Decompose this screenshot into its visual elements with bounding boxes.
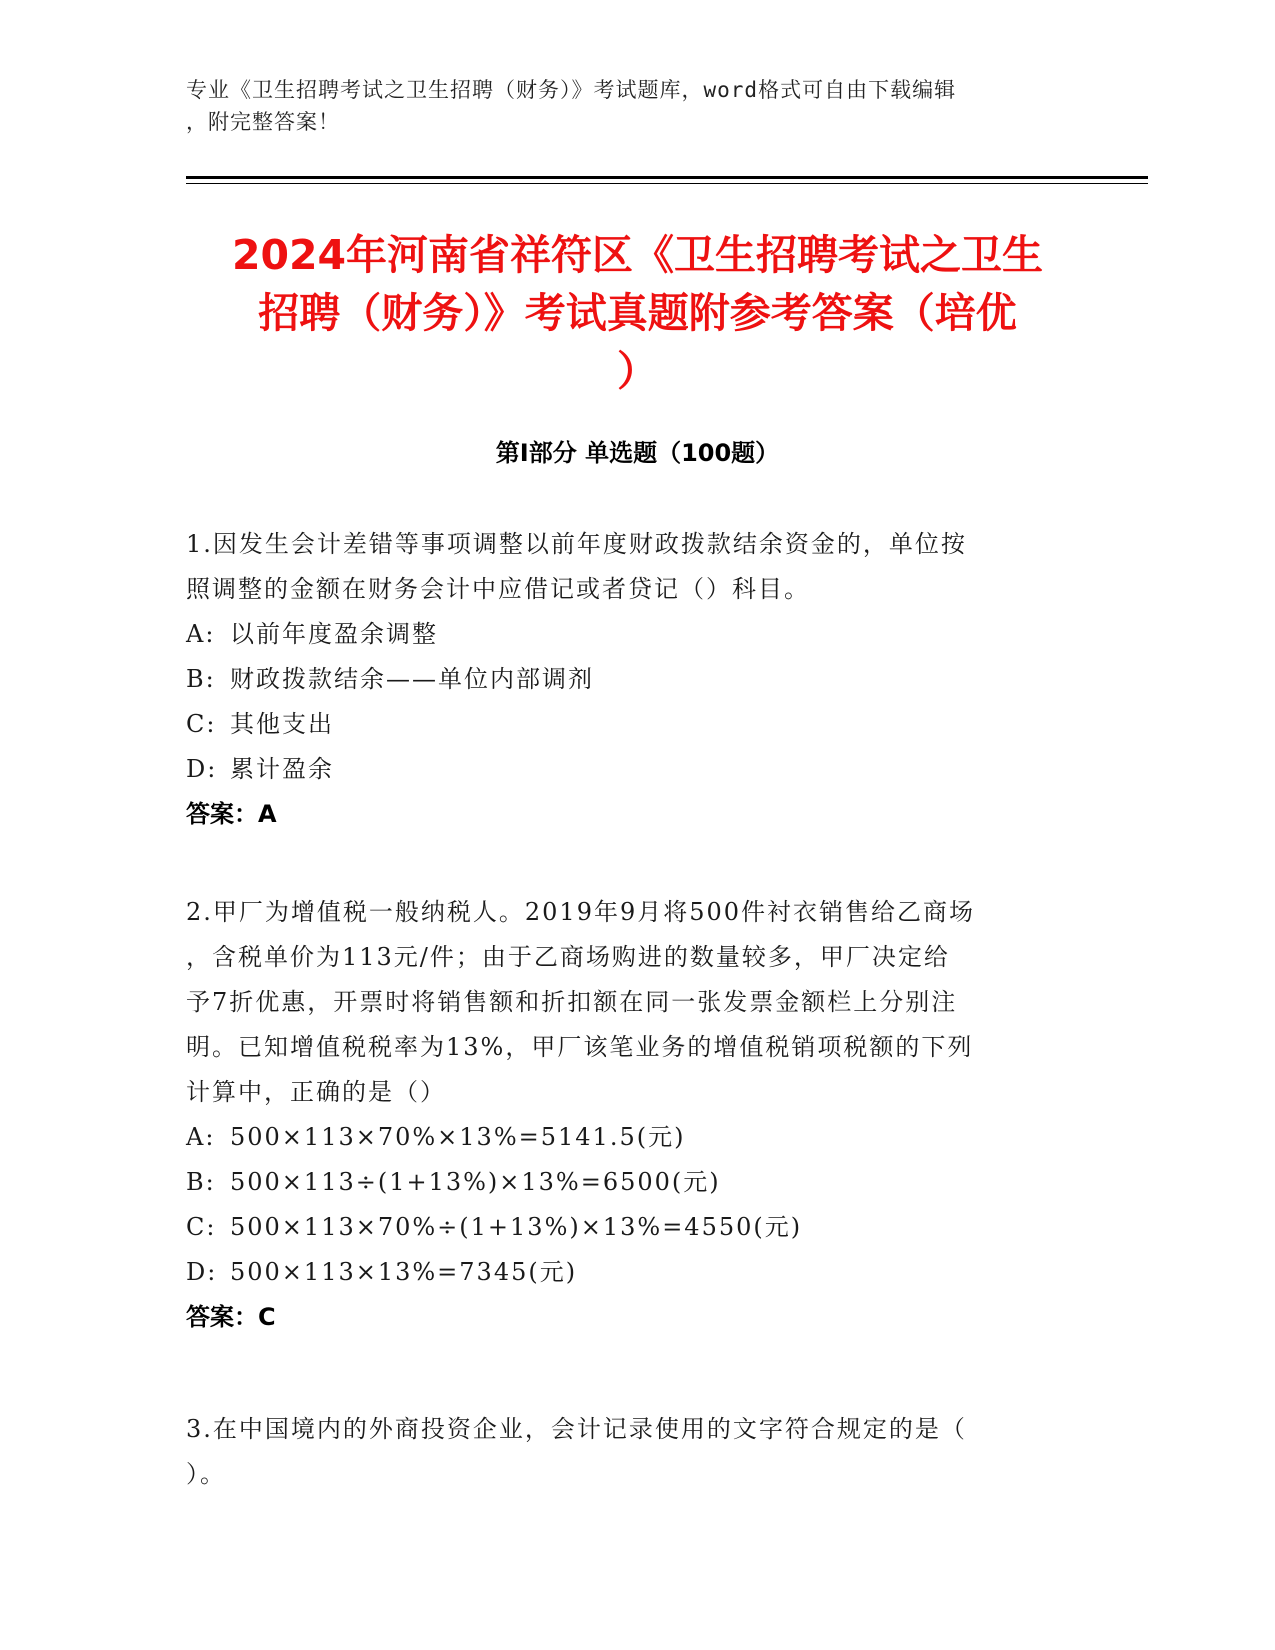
header-note	[186, 74, 1066, 138]
answer-line: 答案：A	[186, 800, 277, 828]
section-title: 第Ⅰ部分 单选题（100题）	[495, 439, 780, 467]
option-text: 500×113×70%×13%=5141.5(元)	[230, 1123, 686, 1151]
document-title-line-3: ）	[617, 347, 658, 395]
question-2	[186, 890, 1068, 1340]
header-rule-thick	[186, 176, 1148, 179]
option-letter: D:	[186, 1258, 218, 1286]
option-letter: A:	[186, 1123, 216, 1151]
option-text: 500×113×13%=7345(元)	[230, 1258, 578, 1286]
question-stem-line: 计算中，正确的是（）	[186, 1078, 446, 1106]
option-letter: C:	[186, 1213, 217, 1241]
option-text: 财政拨款结余——单位内部调剂	[230, 665, 594, 693]
option-a	[186, 612, 1068, 657]
question-stem-line: 1.因发生会计差错等事项调整以前年度财政拨款结余资金的，单位按	[186, 530, 967, 558]
option-letter: D:	[186, 755, 218, 783]
option-letter: B:	[186, 665, 216, 693]
document-title-line-1: 2024年河南省祥符区《卫生招聘考试之卫生	[231, 231, 1044, 279]
option-c	[186, 1205, 1068, 1250]
option-letter: A:	[186, 620, 216, 648]
question-stem-line: 照调整的金额在财务会计中应借记或者贷记（）科目。	[186, 575, 810, 603]
question-stem-line: 明。已知增值税税率为13%，甲厂该笔业务的增值税销项税额的下列	[186, 1033, 974, 1061]
option-d	[186, 1250, 1068, 1295]
option-b	[186, 1160, 1068, 1205]
option-text: 累计盈余	[230, 755, 334, 783]
question-stem-line: 2.甲厂为增值税一般纳税人。2019年9月将500件衬衣销售给乙商场	[186, 898, 976, 926]
question-stem-line: ）。	[186, 1460, 226, 1488]
option-text: 500×113×70%÷(1+13%)×13%=4550(元)	[230, 1213, 803, 1241]
question-stem	[186, 890, 1068, 1115]
option-letter: B:	[186, 1168, 216, 1196]
question-1	[186, 522, 1068, 837]
option-text: 其他支出	[230, 710, 334, 738]
question-stem	[186, 1407, 1068, 1497]
header-note-line-1: 专业《卫生招聘考试之卫生招聘（财务）》考试题库，word格式可自由下载编辑	[186, 78, 957, 102]
question-3	[186, 1407, 1068, 1497]
option-d	[186, 747, 1068, 792]
question-stem	[186, 522, 1068, 612]
document-title	[170, 226, 1105, 400]
option-text: 500×113÷(1+13%)×13%=6500(元)	[230, 1168, 721, 1196]
document-title-line-2: 招聘（财务）》考试真题附参考答案（培优	[258, 289, 1017, 337]
header-rule-thin	[186, 183, 1148, 184]
option-a	[186, 1115, 1068, 1160]
option-letter: C:	[186, 710, 217, 738]
question-stem-line: 予7折优惠，开票时将销售额和折扣额在同一张发票金额栏上分别注	[186, 988, 958, 1016]
option-text: 以前年度盈余调整	[230, 620, 438, 648]
question-stem-line: 3.在中国境内的外商投资企业，会计记录使用的文字符合规定的是（	[186, 1415, 967, 1443]
option-b	[186, 657, 1068, 702]
option-c	[186, 702, 1068, 747]
question-stem-line: ，含税单价为113元/件；由于乙商场购进的数量较多，甲厂决定给	[186, 943, 950, 971]
header-note-line-2: ，附完整答案！	[186, 110, 340, 134]
answer-line: 答案：C	[186, 1303, 276, 1331]
